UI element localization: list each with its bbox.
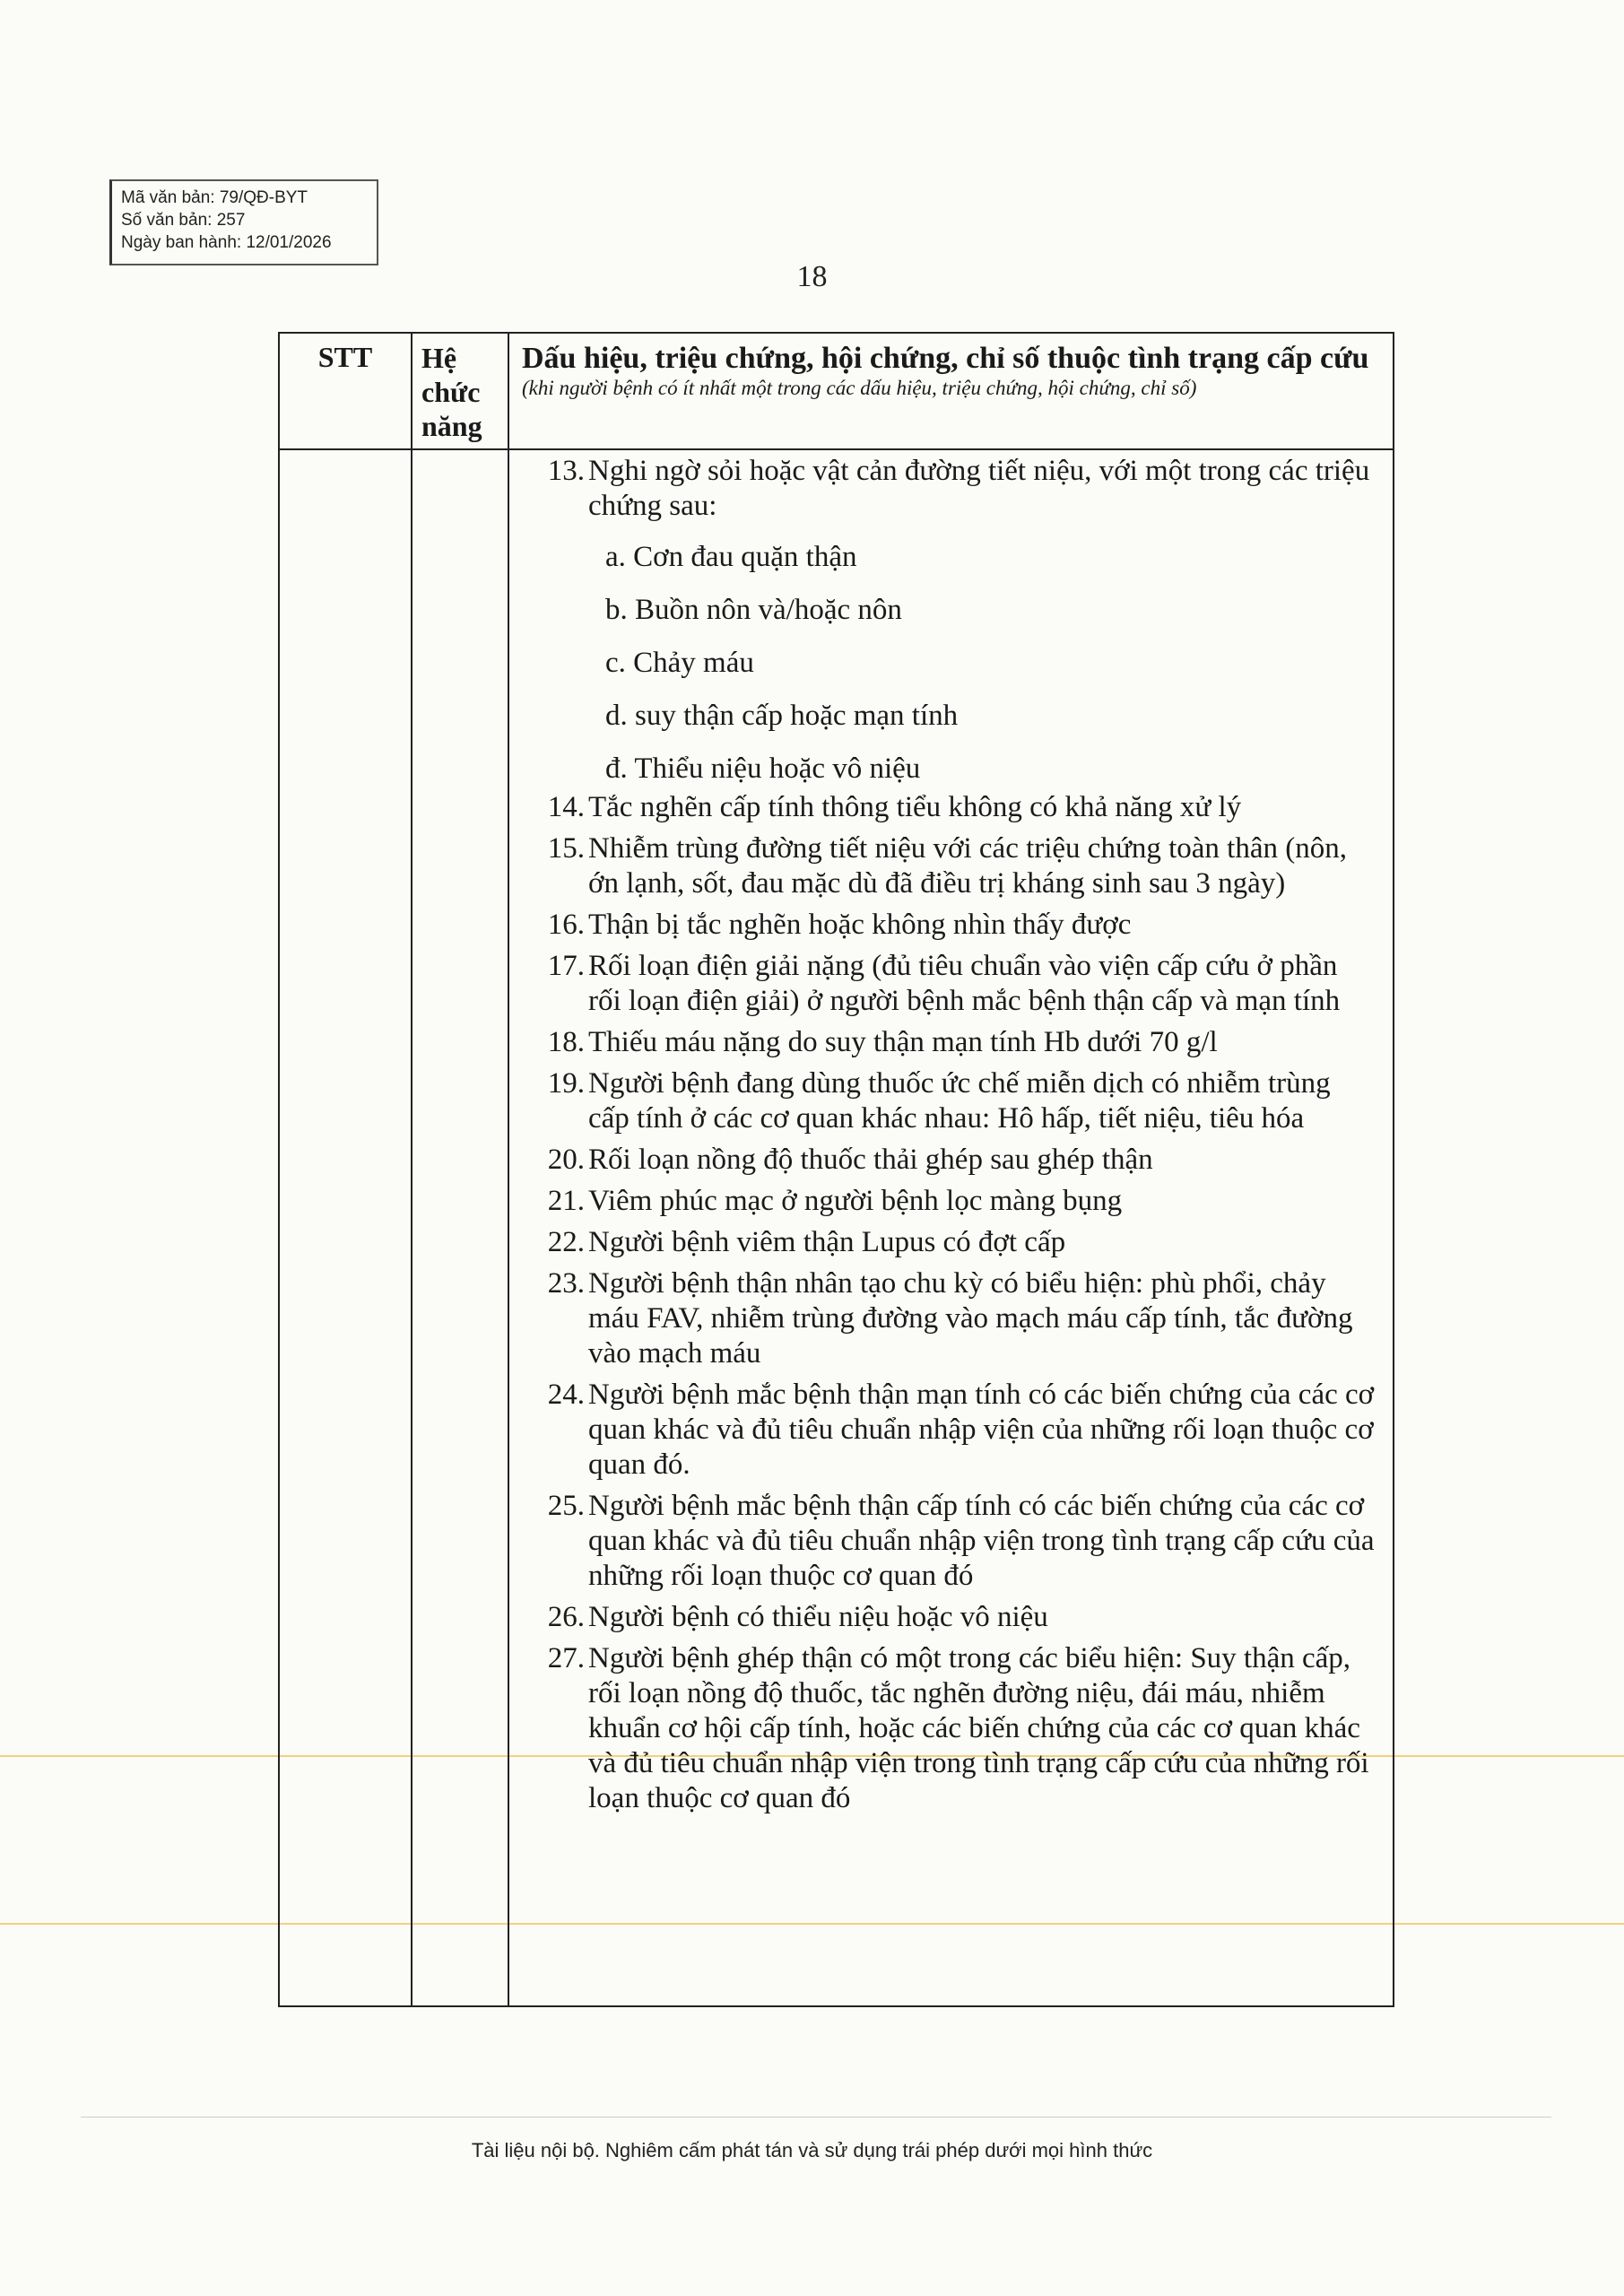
- footer-divider: [81, 2117, 1551, 2118]
- list-item: 19. Người bệnh đang dùng thuốc ức chế miễn dịch có nhiễm trùng cấp tính ở các cơ quan khác nhau: Hô hấp, tiết niệu, tiêu hóa: [547, 1067, 1331, 1135]
- list-item: 17. Rối loạn điện giải nặng (đủ tiêu chuẩn vào viện cấp cứu ở phần rối loạn điện giải) ở người bệnh mắc bệnh thận cấp và mạn tính: [547, 950, 1341, 1017]
- list-item: 21. Viêm phúc mạc ở người bệnh lọc màng bụng: [547, 1185, 1123, 1217]
- stamp-issue-date: Ngày ban hành: 12/01/2026: [121, 233, 332, 252]
- stamp-document-code: Mã văn bản: 79/QĐ-BYT: [121, 188, 308, 207]
- list-item: 16. Thận bị tắc nghẽn hoặc không nhìn thấy được: [547, 909, 1132, 941]
- footer-notice: Tài liệu nội bộ. Nghiêm cấm phát tán và sử dụng trái phép dưới mọi hình thức: [471, 2139, 1153, 2161]
- list-item: 22. Người bệnh viêm thận Lupus có đợt cấp: [547, 1226, 1066, 1258]
- sub-item: a. Cơn đau quặn thận: [605, 541, 857, 573]
- list-item: 13. Nghi ngờ sỏi hoặc vật cản đường tiết niệu, với một trong các triệu chứng sau:: [547, 455, 1370, 522]
- list-item: 20. Rối loạn nồng độ thuốc thải ghép sau ghép thận: [547, 1144, 1153, 1176]
- header-criteria-title: Dấu hiệu, triệu chứng, hội chứng, chỉ số thuộc tình trạng cấp cứu: [522, 342, 1369, 375]
- table-header-row: [279, 333, 1394, 449]
- list-item: 25. Người bệnh mắc bệnh thận cấp tính có các biến chứng của các cơ quan khác và đủ tiêu chuẩn nhập viện trong tình trạng cấp cứu của những rối loạn thuộc cơ quan đó: [547, 1490, 1375, 1592]
- document-stamp: [109, 179, 378, 265]
- page-number: 18: [796, 260, 828, 293]
- list-item: 18. Thiếu máu nặng do suy thận mạn tính Hb dưới 70 g/l: [547, 1026, 1218, 1058]
- cell-criteria-list: [508, 449, 1394, 2006]
- list-item: 26. Người bệnh có thiểu niệu hoặc vô niệu: [547, 1601, 1048, 1633]
- header-stt: STT: [279, 333, 412, 449]
- header-criteria: [508, 333, 1394, 449]
- sub-item: b. Buồn nôn và/hoặc nôn: [605, 594, 902, 626]
- list-item: 27. Người bệnh ghép thận có một trong các biểu hiện: Suy thận cấp, rối loạn nồng độ thuốc, tắc nghẽn đường niệu, đái máu, nhiễm khuẩn cơ hội cấp tính, hoặc các biến chứng của các cơ quan khác và đủ tiêu chuẩn nhập viện trong tình trạng cấp cứu của những rối loạn thuộc cơ quan đó: [547, 1642, 1369, 1814]
- criteria-table: [278, 332, 1394, 2007]
- header-criteria-note: (khi người bệnh có ít nhất một trong các dấu hiệu, triệu chứng, hội chứng, chỉ số): [522, 377, 1197, 399]
- sub-item: d. suy thận cấp hoặc mạn tính: [605, 700, 959, 732]
- list-item: 24. Người bệnh mắc bệnh thận mạn tính có các biến chứng của các cơ quan khác và đủ tiêu chuẩn nhập viện của những rối loạn thuộc cơ quan đó.: [547, 1378, 1375, 1481]
- cell-stt: [279, 449, 412, 2006]
- table-body-row: [279, 449, 1394, 2006]
- list-item: 15. Nhiễm trùng đường tiết niệu với các triệu chứng toàn thân (nôn, ớn lạnh, sốt, đau mặc dù đã điều trị kháng sinh sau 3 ngày): [547, 832, 1347, 900]
- list-item: 23. Người bệnh thận nhân tạo chu kỳ có biểu hiện: phù phổi, chảy máu FAV, nhiễm trùng đường vào mạch máu cấp tính, tắc đường vào mạch máu: [547, 1267, 1353, 1370]
- sub-item: c. Chảy máu: [605, 647, 754, 679]
- list-item: 14. Tắc nghẽn cấp tính thông tiểu không có khả năng xử lý: [547, 791, 1242, 823]
- header-system: Hệ chức năng: [412, 333, 508, 449]
- stamp-document-number: Số văn bản: 257: [121, 211, 246, 230]
- cell-system: [412, 449, 508, 2006]
- sub-item: đ. Thiểu niệu hoặc vô niệu: [605, 752, 921, 785]
